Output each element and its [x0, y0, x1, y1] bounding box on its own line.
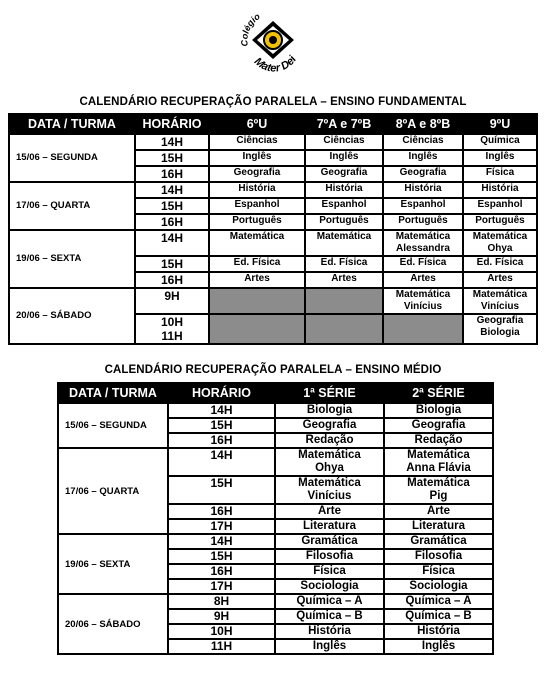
subject-cell: Arte	[275, 504, 384, 519]
subject-cell: Matemática Ohya	[275, 448, 384, 476]
subject-cell: Química – A	[384, 594, 493, 609]
subject-cell: Matemática Ohya	[463, 230, 537, 256]
subject-cell: Inglês	[209, 150, 305, 166]
hour-cell: 16H	[168, 504, 275, 519]
subject-cell: História	[383, 182, 463, 198]
subject-cell: Geografia	[383, 166, 463, 182]
hour-cell: 17H	[168, 519, 275, 534]
hour-cell: 11H	[168, 639, 275, 654]
subject-cell: Ciências	[383, 134, 463, 150]
date-cell: 17/06 – QUARTA	[58, 448, 168, 534]
hour-cell: 17H	[168, 579, 275, 594]
subject-cell: Química	[463, 134, 537, 150]
column-header: HORÁRIO	[168, 383, 275, 403]
subject-cell: Química – B	[384, 609, 493, 624]
subject-cell: Ciências	[305, 134, 383, 150]
table-row	[58, 403, 493, 418]
hour-cell: 15H	[168, 549, 275, 564]
subject-cell: Geografia	[305, 166, 383, 182]
logo-bottom-text: Mater Dei	[251, 53, 299, 75]
subject-cell: História	[275, 624, 384, 639]
subject-cell: Português	[305, 214, 383, 230]
column-header: 6ºU	[209, 114, 305, 134]
subject-cell: Espanhol	[305, 198, 383, 214]
hour-cell: 16H	[168, 433, 275, 448]
hour-cell: 15H	[168, 418, 275, 433]
subject-cell: Inglês	[305, 150, 383, 166]
hour-cell: 14H	[135, 230, 209, 256]
column-header: 2ª SÉRIE	[384, 383, 493, 403]
subject-cell: Geografia	[209, 166, 305, 182]
subject-cell: Redação	[384, 433, 493, 448]
subject-cell: Biologia	[275, 403, 384, 418]
hour-cell: 15H	[135, 256, 209, 272]
hour-cell: 15H	[135, 150, 209, 166]
subject-cell: Gramática	[275, 534, 384, 549]
column-header: DATA / TURMA	[9, 114, 135, 134]
subject-cell: Inglês	[463, 150, 537, 166]
subject-cell: Filosofia	[275, 549, 384, 564]
table-row	[9, 230, 537, 256]
hour-cell: 14H	[135, 182, 209, 198]
subject-cell: Ed. Física	[305, 256, 383, 272]
hour-cell: 8H	[168, 594, 275, 609]
hour-cell: 10H	[168, 624, 275, 639]
subject-cell: História	[463, 182, 537, 198]
subject-cell: Química – A	[275, 594, 384, 609]
subject-cell: História	[384, 624, 493, 639]
subject-cell: História	[305, 182, 383, 198]
subject-cell: Artes	[209, 272, 305, 288]
date-cell: 15/06 – SEGUNDA	[58, 403, 168, 448]
date-cell: 20/06 – SÁBADO	[9, 288, 135, 344]
subject-cell: Artes	[305, 272, 383, 288]
subject-cell: Geografia Biologia	[463, 314, 537, 344]
hour-cell: 16H	[135, 272, 209, 288]
subject-cell: Espanhol	[463, 198, 537, 214]
hour-cell: 16H	[168, 564, 275, 579]
header-row	[58, 383, 493, 403]
subject-cell: Gramática	[384, 534, 493, 549]
subject-cell: Física	[463, 166, 537, 182]
subject-cell: Espanhol	[383, 198, 463, 214]
medio-schedule-table	[57, 382, 494, 655]
subject-cell: Matemática Anna Flávia	[384, 448, 493, 476]
subject-cell: Português	[383, 214, 463, 230]
subject-cell: Artes	[383, 272, 463, 288]
subject-cell: Biologia	[384, 403, 493, 418]
hour-cell: 15H	[168, 476, 275, 504]
subject-cell: Matemática	[305, 230, 383, 256]
table-row	[58, 594, 493, 609]
subject-cell: Artes	[463, 272, 537, 288]
subject-cell: Inglês	[384, 639, 493, 654]
table-row	[58, 448, 493, 476]
subject-cell: Redação	[275, 433, 384, 448]
date-cell: 19/06 – SEXTA	[58, 534, 168, 594]
subject-cell: Química – B	[275, 609, 384, 624]
empty-cell	[209, 314, 305, 344]
date-cell: 19/06 – SEXTA	[9, 230, 135, 288]
date-cell: 20/06 – SÁBADO	[58, 594, 168, 654]
hour-cell: 10H 11H	[135, 314, 209, 344]
mater-dei-logo	[238, 6, 308, 82]
subject-cell: Inglês	[275, 639, 384, 654]
table-row	[58, 534, 493, 549]
table-row	[9, 288, 537, 314]
fundamental-schedule-table	[8, 113, 538, 345]
subject-cell: Literatura	[384, 519, 493, 534]
medio-title: CALENDÁRIO RECUPERAÇÃO PARALELA – ENSINO MÉDIO	[104, 364, 442, 376]
hour-cell: 16H	[135, 214, 209, 230]
hour-cell: 14H	[168, 403, 275, 418]
subject-cell: Sociologia	[275, 579, 384, 594]
subject-cell: Matemática Vinícius	[275, 476, 384, 504]
subject-cell: Arte	[384, 504, 493, 519]
column-header: 8ºA e 8ºB	[383, 114, 463, 134]
hour-cell: 16H	[135, 166, 209, 182]
subject-cell: Português	[209, 214, 305, 230]
date-cell: 15/06 – SEGUNDA	[9, 134, 135, 182]
subject-cell: Geografia	[275, 418, 384, 433]
empty-cell	[383, 314, 463, 344]
subject-cell: Ed. Física	[209, 256, 305, 272]
subject-cell: História	[209, 182, 305, 198]
column-header: 1ª SÉRIE	[275, 383, 384, 403]
subject-cell: Física	[275, 564, 384, 579]
table-row	[9, 134, 537, 150]
subject-cell: Português	[463, 214, 537, 230]
fundamental-title: CALENDÁRIO RECUPERAÇÃO PARALELA – ENSINO FUNDAMENTAL	[79, 96, 467, 108]
hour-cell: 14H	[168, 534, 275, 549]
date-cell: 17/06 – QUARTA	[9, 182, 135, 230]
hour-cell: 15H	[135, 198, 209, 214]
subject-cell: Ed. Física	[383, 256, 463, 272]
hour-cell: 14H	[168, 448, 275, 476]
column-header: DATA / TURMA	[58, 383, 168, 403]
column-header: HORÁRIO	[135, 114, 209, 134]
hour-cell: 14H	[135, 134, 209, 150]
subject-cell: Sociologia	[384, 579, 493, 594]
subject-cell: Matemática	[209, 230, 305, 256]
column-header: 7ºA e 7ºB	[305, 114, 383, 134]
subject-cell: Ciências	[209, 134, 305, 150]
subject-cell: Inglês	[383, 150, 463, 166]
hour-cell: 9H	[168, 609, 275, 624]
subject-cell: Matemática Vinícius	[463, 288, 537, 314]
table-row	[9, 182, 537, 198]
column-header: 9ºU	[463, 114, 537, 134]
empty-cell	[209, 288, 305, 314]
subject-cell: Geografia	[384, 418, 493, 433]
subject-cell: Filosofia	[384, 549, 493, 564]
subject-cell: Ed. Física	[463, 256, 537, 272]
logo-top-text: Colégio	[239, 11, 262, 47]
empty-cell	[305, 314, 383, 344]
empty-cell	[305, 288, 383, 314]
subject-cell: Matemática Pig	[384, 476, 493, 504]
subject-cell: Matemática Alessandra	[383, 230, 463, 256]
subject-cell: Espanhol	[209, 198, 305, 214]
hour-cell: 9H	[135, 288, 209, 314]
subject-cell: Literatura	[275, 519, 384, 534]
header-row	[9, 114, 537, 134]
subject-cell: Física	[384, 564, 493, 579]
subject-cell: Matemática Vinícius	[383, 288, 463, 314]
